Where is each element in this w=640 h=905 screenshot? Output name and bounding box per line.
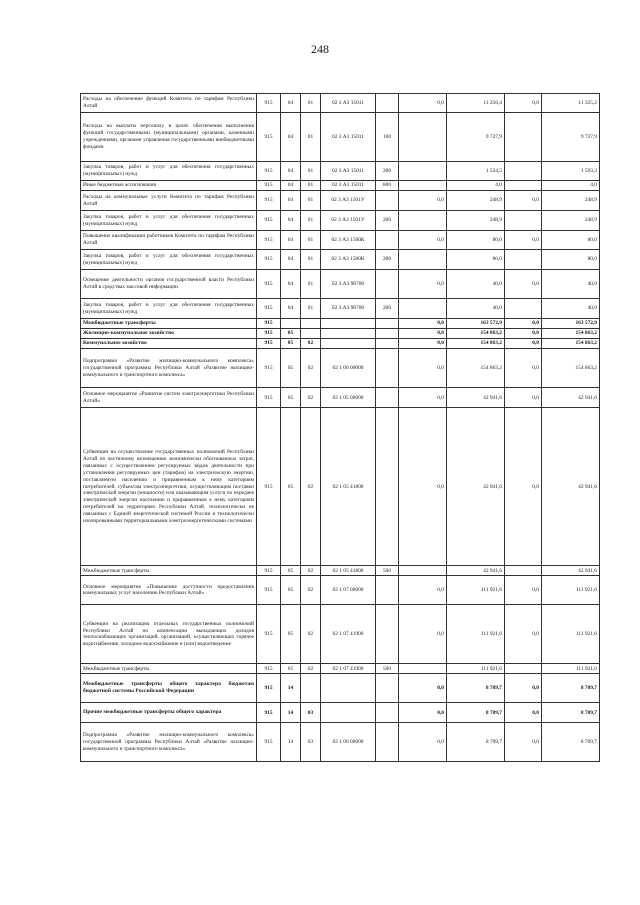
table-row	[81, 703, 600, 723]
amount-col-1	[399, 113, 447, 162]
amount-col-2: 163 572,9	[447, 319, 505, 329]
table-row	[81, 723, 600, 762]
amount-col-4: 40,0	[542, 299, 600, 319]
expense-type	[376, 408, 399, 566]
admin-code: 915	[257, 231, 281, 250]
row-name: Межбюджетные трансферты	[81, 566, 257, 576]
amount-col-2: 8 709,7	[447, 674, 505, 703]
section-code: 04	[281, 181, 301, 191]
amount-col-3: 0,0	[505, 349, 542, 388]
amount-col-4: 248,9	[542, 191, 600, 211]
amount-col-1	[399, 566, 447, 576]
table-row	[81, 329, 600, 339]
table-row	[81, 674, 600, 703]
subsection-code: 03	[301, 703, 321, 723]
row-name: Расходы на обеспечение функций Комитета по тарифам Республики Алтай	[81, 94, 257, 113]
section-code: 04	[281, 250, 301, 270]
amount-col-4: 163 572,9	[542, 319, 600, 329]
target-article: 02 1 05 41800	[321, 566, 376, 576]
amount-col-2: 111 921,6	[447, 576, 505, 605]
table-row	[81, 339, 600, 349]
admin-code: 915	[257, 576, 281, 605]
subsection-code: 02	[301, 566, 321, 576]
amount-col-2: 111 921,6	[447, 664, 505, 674]
admin-code: 915	[257, 605, 281, 664]
amount-col-1	[399, 211, 447, 231]
amount-col-4: 8 709,7	[542, 674, 600, 703]
admin-code: 915	[257, 349, 281, 388]
target-article: 02 1 07 41900	[321, 664, 376, 674]
row-name: Коммунальное хозяйство	[81, 339, 257, 349]
target-article: 02 3 А3 98700	[321, 299, 376, 319]
amount-col-3: 0,0	[505, 674, 542, 703]
amount-col-3: 0,0	[505, 231, 542, 250]
target-article: 02 1 00 00000	[321, 349, 376, 388]
subsection-code	[301, 674, 321, 703]
section-code: 14	[281, 723, 301, 762]
amount-col-4: 80,0	[542, 250, 600, 270]
admin-code: 915	[257, 408, 281, 566]
row-name: Прочие межбюджетные трансферты общего характера	[81, 703, 257, 723]
amount-col-2: 42 941,6	[447, 566, 505, 576]
admin-code: 915	[257, 329, 281, 339]
row-name: Межбюджетные трансферты	[81, 319, 257, 329]
section-code: 05	[281, 664, 301, 674]
section-code: 04	[281, 94, 301, 113]
amount-col-1: 0,0	[399, 703, 447, 723]
section-code: 05	[281, 576, 301, 605]
admin-code: 915	[257, 191, 281, 211]
amount-col-4: 42 941,6	[542, 388, 600, 408]
amount-col-3: 0,0	[505, 576, 542, 605]
section-code: 05	[281, 408, 301, 566]
subsection-code: 01	[301, 231, 321, 250]
expense-type	[376, 388, 399, 408]
amount-col-3: 0,0	[505, 94, 542, 113]
subsection-code: 02	[301, 576, 321, 605]
expense-type: 500	[376, 664, 399, 674]
expense-type: 500	[376, 566, 399, 576]
section-code	[281, 319, 301, 329]
amount-col-1: 0,0	[399, 576, 447, 605]
amount-col-3: 0,0	[505, 388, 542, 408]
amount-col-3: 0,0	[505, 408, 542, 566]
row-name: Закупка товаров, работ и услуг для обеспечения государственных (муниципальных) нужд	[81, 250, 257, 270]
expense-type: 200	[376, 299, 399, 319]
subsection-code	[301, 329, 321, 339]
section-code: 05	[281, 605, 301, 664]
section-code: 04	[281, 162, 301, 181]
row-name: Повышение квалификации работников Комитета по тарифам Республики Алтай	[81, 231, 257, 250]
amount-col-1	[399, 162, 447, 181]
amount-col-4: 1 593,3	[542, 162, 600, 181]
subsection-code: 02	[301, 349, 321, 388]
subsection-code: 01	[301, 191, 321, 211]
expense-type	[376, 576, 399, 605]
amount-col-2: 154 863,2	[447, 349, 505, 388]
amount-col-3	[505, 211, 542, 231]
admin-code: 915	[257, 299, 281, 319]
section-code: 14	[281, 674, 301, 703]
admin-code: 915	[257, 162, 281, 181]
amount-col-4: 154 863,2	[542, 349, 600, 388]
expense-type	[376, 191, 399, 211]
target-article: 02 3 А3 1501У	[321, 211, 376, 231]
target-article: 02 3 А3 1500К	[321, 250, 376, 270]
subsection-code: 01	[301, 94, 321, 113]
target-article: 02 3 А3 15011	[321, 162, 376, 181]
amount-col-3: 0,0	[505, 339, 542, 349]
amount-col-4: 111 921,6	[542, 576, 600, 605]
table-row	[81, 270, 600, 299]
row-name: Подпрограмма «Развитие жилищно-коммунального комплекса» государственной программы Республики Алтай «Развитие жилищно-коммунального и транспортного комплекса»	[81, 349, 257, 388]
expense-type	[376, 674, 399, 703]
row-name: Основное мероприятие «Повышение доступности предоставления коммунальных услуг населению Республики Алтай»	[81, 576, 257, 605]
table-row	[81, 605, 600, 664]
section-code: 05	[281, 339, 301, 349]
amount-col-2: 111 921,6	[447, 605, 505, 664]
target-article: 02 3 А3 15011	[321, 94, 376, 113]
section-code: 14	[281, 703, 301, 723]
amount-col-2: 40,0	[447, 299, 505, 319]
subsection-code: 02	[301, 388, 321, 408]
expense-type	[376, 723, 399, 762]
amount-col-2: 248,9	[447, 191, 505, 211]
row-name: Закупка товаров, работ и услуг для обеспечения государственных (муниципальных) нужд	[81, 162, 257, 181]
subsection-code: 01	[301, 211, 321, 231]
target-article: 02 1 05 41800	[321, 408, 376, 566]
admin-code: 915	[257, 703, 281, 723]
row-name: Подпрограмма «Развитие жилищно-коммунального комплекса» государственной программы Республики Алтай «Развитие жилищно-коммунального и транспортного комплекса»	[81, 723, 257, 762]
amount-col-4: 42 941,6	[542, 566, 600, 576]
table-row	[81, 191, 600, 211]
section-code: 04	[281, 211, 301, 231]
amount-col-4: 42 941,6	[542, 408, 600, 566]
amount-col-3: 0,0	[505, 329, 542, 339]
amount-col-2: 154 863,2	[447, 339, 505, 349]
subsection-code: 02	[301, 408, 321, 566]
table-row	[81, 181, 600, 191]
admin-code: 915	[257, 94, 281, 113]
section-code: 05	[281, 388, 301, 408]
row-name: Освещение деятельности органов государственной власти Республики Алтай в средствах массовой информации	[81, 270, 257, 299]
amount-col-1: 0,0	[399, 339, 447, 349]
row-name: Основное мероприятие «Развитие систем электроэнергетики Республики Алтай»	[81, 388, 257, 408]
expense-type: 100	[376, 113, 399, 162]
amount-col-4: 11 325,2	[542, 94, 600, 113]
table-row	[81, 576, 600, 605]
table-row	[81, 250, 600, 270]
expense-type: 800	[376, 181, 399, 191]
section-code: 05	[281, 566, 301, 576]
expense-type: 200	[376, 162, 399, 181]
expense-type	[376, 319, 399, 329]
amount-col-4: 111 921,6	[542, 664, 600, 674]
target-article: 02 3 А3 15011	[321, 181, 376, 191]
expense-type	[376, 703, 399, 723]
amount-col-3	[505, 113, 542, 162]
amount-col-2: 40,0	[447, 270, 505, 299]
row-name: Иные бюджетные ассигнования	[81, 181, 257, 191]
amount-col-1: 0,0	[399, 723, 447, 762]
target-article	[321, 319, 376, 329]
row-name: Субвенции на осуществление государственных полномочий Республики Алтай по частичному возмещению экономически обоснованных затрат, связанных с осуществлением регулируемых видов деятельности при установлении регулируемых цен (тарифов) на электрическую энергию, поставляемую населению и приравненным к нему категориям потребителей, субъектам электроэнергетики, осуществляющим поставки электрической энергии (мощности) или оказывающим услуги по передаче электрической энергии населению и приравненным к нему категориям потребителей на территориях Республики Алтай, технологически не связанных с Единой энергетической системой России и технологически изолированными территориальными электроэнергетическими системами	[81, 408, 257, 566]
section-code: 04	[281, 231, 301, 250]
table-row	[81, 231, 600, 250]
subsection-code: 01	[301, 162, 321, 181]
amount-col-3: 0,0	[505, 319, 542, 329]
subsection-code: 02	[301, 605, 321, 664]
amount-col-1: 0,0	[399, 270, 447, 299]
amount-col-1: 0,0	[399, 388, 447, 408]
amount-col-1: 0,0	[399, 191, 447, 211]
table-row	[81, 94, 600, 113]
amount-col-2: 80,0	[447, 250, 505, 270]
target-article: 02 3 А3 1501У	[321, 191, 376, 211]
expense-type	[376, 231, 399, 250]
target-article: 02 1 07 41900	[321, 605, 376, 664]
amount-col-2: 8 709,7	[447, 723, 505, 762]
amount-col-2: 80,0	[447, 231, 505, 250]
amount-col-2: 42 941,6	[447, 388, 505, 408]
target-article: 02 1 05 00000	[321, 388, 376, 408]
table-row	[81, 664, 600, 674]
amount-col-4: 9 727,9	[542, 113, 600, 162]
section-code: 05	[281, 329, 301, 339]
target-article	[321, 339, 376, 349]
admin-code: 915	[257, 250, 281, 270]
expense-type: 200	[376, 211, 399, 231]
section-code: 05	[281, 349, 301, 388]
amount-col-3: 0,0	[505, 723, 542, 762]
amount-col-2: 11 256,4	[447, 94, 505, 113]
admin-code: 915	[257, 113, 281, 162]
amount-col-1: 0,0	[399, 408, 447, 566]
amount-col-3: 0,0	[505, 703, 542, 723]
table-row	[81, 162, 600, 181]
amount-col-3: 0,0	[505, 191, 542, 211]
expense-type	[376, 605, 399, 664]
table-row	[81, 319, 600, 329]
target-article: 02 1 07 00000	[321, 576, 376, 605]
target-article: 02 1 00 00000	[321, 723, 376, 762]
amount-col-4: 111 921,6	[542, 605, 600, 664]
amount-col-3	[505, 299, 542, 319]
amount-col-4: 154 863,2	[542, 329, 600, 339]
budget-table-body	[81, 94, 600, 762]
amount-col-2: 8 709,7	[447, 703, 505, 723]
admin-code: 915	[257, 270, 281, 299]
amount-col-1	[399, 664, 447, 674]
amount-col-3	[505, 250, 542, 270]
admin-code: 915	[257, 211, 281, 231]
admin-code: 915	[257, 181, 281, 191]
subsection-code: 03	[301, 723, 321, 762]
admin-code: 915	[257, 674, 281, 703]
amount-col-4: 4,0	[542, 181, 600, 191]
amount-col-3: 0,0	[505, 605, 542, 664]
amount-col-3	[505, 664, 542, 674]
expense-type	[376, 94, 399, 113]
subsection-code: 02	[301, 339, 321, 349]
subsection-code	[301, 319, 321, 329]
row-name: Межбюджетные трансферты общего характера бюджетам бюджетной системы Российской Федерации	[81, 674, 257, 703]
amount-col-1: 0,0	[399, 674, 447, 703]
expense-type: 200	[376, 250, 399, 270]
amount-col-4: 154 863,2	[542, 339, 600, 349]
subsection-code: 01	[301, 113, 321, 162]
admin-code: 915	[257, 319, 281, 329]
amount-col-1	[399, 250, 447, 270]
row-name: Расходы на коммунальные услуги Комитета по тарифам Республики Алтай	[81, 191, 257, 211]
section-code: 04	[281, 113, 301, 162]
admin-code: 915	[257, 664, 281, 674]
amount-col-4: 80,0	[542, 231, 600, 250]
amount-col-4: 248,9	[542, 211, 600, 231]
row-name: Закупка товаров, работ и услуг для обеспечения государственных (муниципальных) нужд	[81, 299, 257, 319]
amount-col-2: 9 727,9	[447, 113, 505, 162]
section-code: 04	[281, 191, 301, 211]
amount-col-1	[399, 299, 447, 319]
amount-col-3	[505, 566, 542, 576]
admin-code: 915	[257, 566, 281, 576]
target-article: 02 3 А3 98700	[321, 270, 376, 299]
row-name: Субвенции на реализацию отдельных государственных полномочий Республики Алтай по компенсации выпадающих доходов теплоснабжающих организаций, организаций, осуществляющих горячее водоснабжение, холодное водоснабжение и (или) водоотведение	[81, 605, 257, 664]
amount-col-2: 248,9	[447, 211, 505, 231]
subsection-code: 02	[301, 664, 321, 674]
amount-col-3: 0,0	[505, 270, 542, 299]
admin-code: 915	[257, 339, 281, 349]
subsection-code: 01	[301, 270, 321, 299]
amount-col-1: 0,0	[399, 349, 447, 388]
row-name: Межбюджетные трансферты	[81, 664, 257, 674]
table-row	[81, 211, 600, 231]
expense-type	[376, 349, 399, 388]
amount-col-2: 42 941,6	[447, 408, 505, 566]
table-row	[81, 113, 600, 162]
target-article: 02 3 А3 15011	[321, 113, 376, 162]
amount-col-1: 0,0	[399, 231, 447, 250]
section-code: 04	[281, 270, 301, 299]
row-name: Расходы на выплаты персоналу в целях обеспечения выполнения функций государственными (муниципальными) органами, казенными учреждениями, органами управления государственными внебюджетными фондами	[81, 113, 257, 162]
row-name: Жилищно-коммунальное хозяйство	[81, 329, 257, 339]
amount-col-1: 0,0	[399, 605, 447, 664]
amount-col-2: 154 863,2	[447, 329, 505, 339]
amount-col-1: 0,0	[399, 94, 447, 113]
amount-col-4: 8 709,7	[542, 703, 600, 723]
subsection-code: 01	[301, 250, 321, 270]
expense-type	[376, 270, 399, 299]
amount-col-4: 8 709,7	[542, 723, 600, 762]
section-code: 04	[281, 299, 301, 319]
target-article	[321, 674, 376, 703]
amount-col-4: 40,0	[542, 270, 600, 299]
admin-code: 915	[257, 723, 281, 762]
expense-type	[376, 339, 399, 349]
amount-col-3	[505, 181, 542, 191]
amount-col-1: 0,0	[399, 329, 447, 339]
table-row	[81, 566, 600, 576]
target-article: 02 3 А3 1500К	[321, 231, 376, 250]
subsection-code: 01	[301, 299, 321, 319]
table-row	[81, 299, 600, 319]
budget-table	[80, 93, 600, 762]
admin-code: 915	[257, 388, 281, 408]
target-article	[321, 329, 376, 339]
subsection-code: 01	[301, 181, 321, 191]
row-name: Закупка товаров, работ и услуг для обеспечения государственных (муниципальных) нужд	[81, 211, 257, 231]
table-row	[81, 408, 600, 566]
table-row	[81, 349, 600, 388]
amount-col-2: 4,0	[447, 181, 505, 191]
amount-col-2: 1 524,5	[447, 162, 505, 181]
page-number: 248	[311, 42, 329, 56]
amount-col-3	[505, 162, 542, 181]
amount-col-1: 0,0	[399, 319, 447, 329]
table-row	[81, 388, 600, 408]
target-article	[321, 703, 376, 723]
amount-col-1	[399, 181, 447, 191]
expense-type	[376, 329, 399, 339]
